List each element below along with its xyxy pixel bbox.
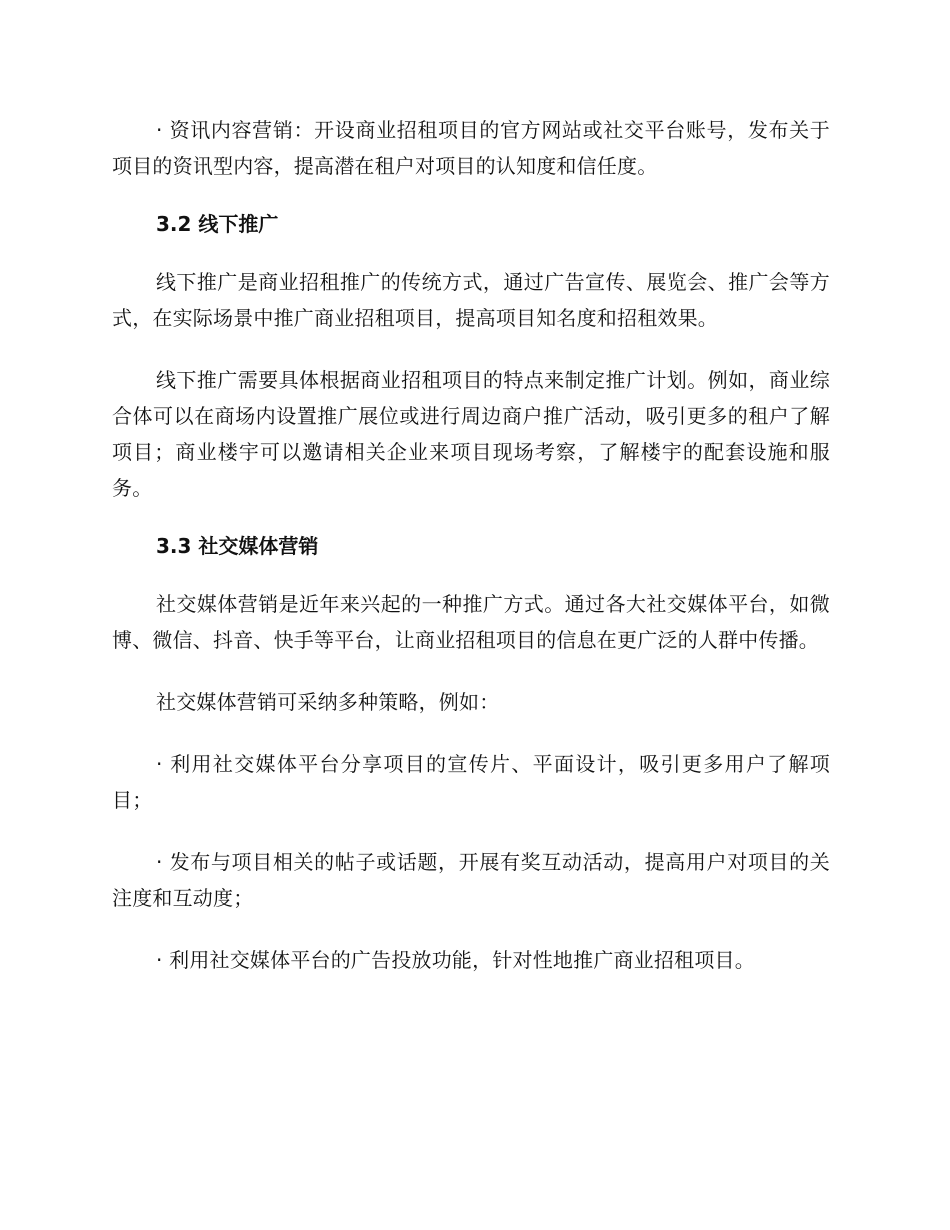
paragraph-social-strategies: 社交媒体营销可采纳多种策略，例如： <box>156 690 500 714</box>
paragraph-offline-intro: 线下推广是商业招租推广的传统方式，通过广告宣传、展览会、推广会等方式，在实际场景中推广商业招租项目，提高项目知名度和招租效果。 <box>112 270 830 330</box>
bullet-share-promo: · 利用社交媒体平台分享项目的宣传片、平面设计，吸引更多用户了解项目； <box>112 752 830 812</box>
bullet-post-topics: · 发布与项目相关的帖子或话题，开展有奖互动活动，提高用户对项目的关注度和互动度； <box>112 850 830 910</box>
bullet-content-marketing: · 资讯内容营销：开设商业招租项目的官方网站或社交平台账号，发布关于项目的资讯型内容，提高潜在租户对项目的认知度和信任度。 <box>112 118 830 178</box>
paragraph-social-intro: 社交媒体营销是近年来兴起的一种推广方式。通过各大社交媒体平台，如微博、微信、抖音、快手等平台，让商业招租项目的信息在更广泛的人群中传播。 <box>112 592 830 652</box>
section-heading-offline-promotion: 3.2 线下推广 <box>156 212 279 236</box>
bullet-ad-placement: · 利用社交媒体平台的广告投放功能，针对性地推广商业招租项目。 <box>156 948 755 972</box>
paragraph-offline-plan: 线下推广需要具体根据商业招租项目的特点来制定推广计划。例如，商业综合体可以在商场内设置推广展位或进行周边商户推广活动，吸引更多的租户了解项目；商业楼宇可以邀请相关企业来项目现场考察，了解楼宇的配套设施和服务。 <box>112 368 830 500</box>
document-body <box>112 112 830 978</box>
section-heading-social-media: 3.3 社交媒体营销 <box>156 534 319 558</box>
